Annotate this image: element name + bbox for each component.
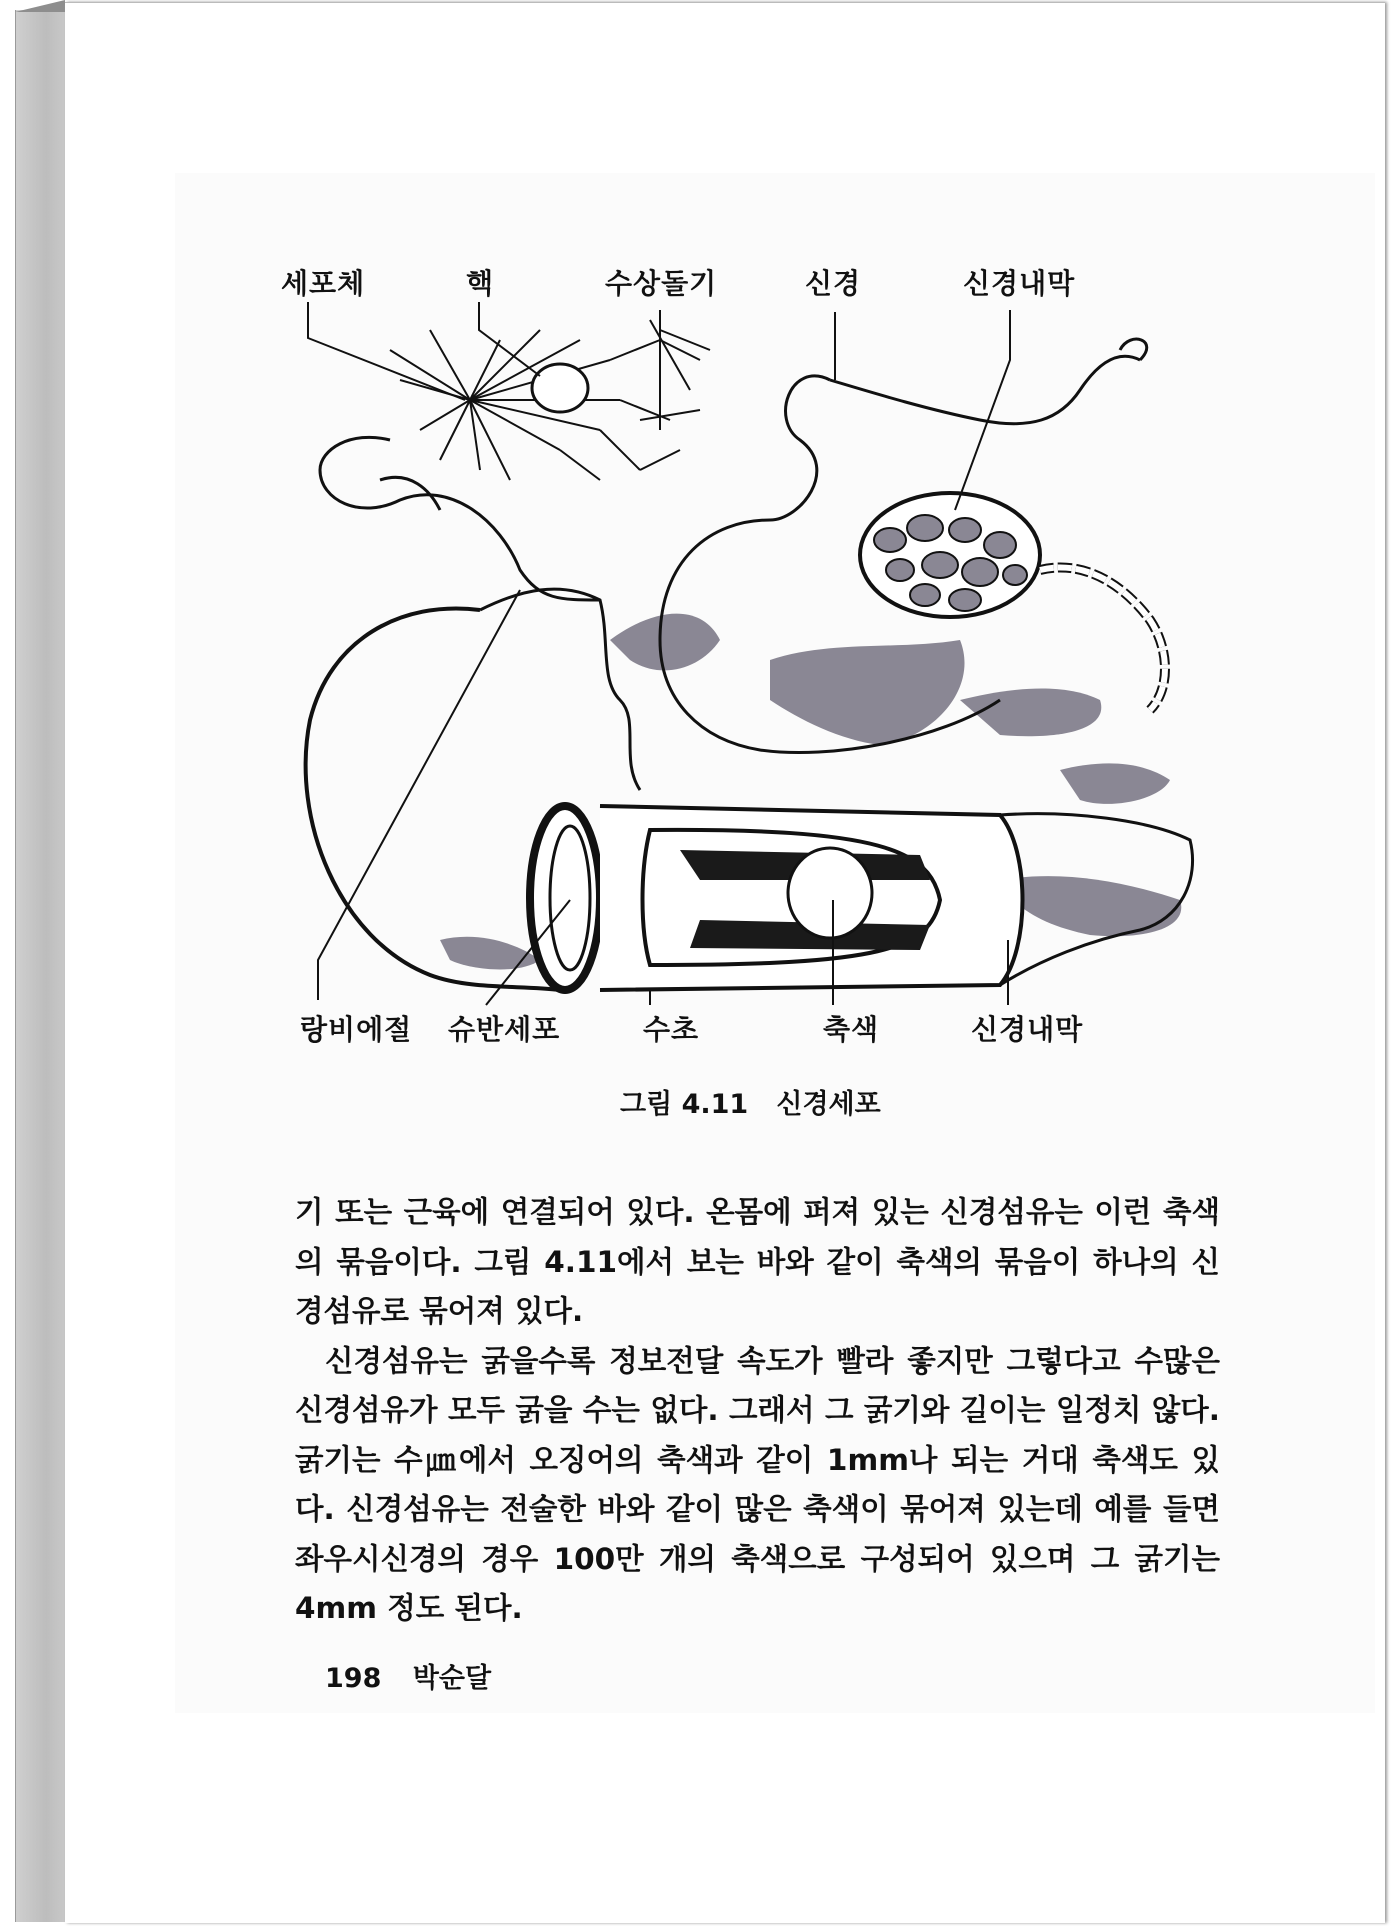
book-spine bbox=[15, 10, 66, 1922]
nerve-tail bbox=[830, 356, 1140, 424]
label-node-of-ranvier: 랑비에절 bbox=[300, 1013, 413, 1046]
label-myelin: 수초 bbox=[643, 1013, 700, 1046]
page-number: 198 bbox=[325, 1663, 382, 1694]
single-fiber bbox=[1040, 567, 1165, 710]
muscle-outline bbox=[306, 608, 560, 990]
label-endoneurium-top: 신경내막 bbox=[963, 267, 1076, 300]
page-footer bbox=[325, 1656, 513, 1695]
label-endoneurium-bottom: 신경내막 bbox=[971, 1013, 1084, 1046]
label-schwann-cell: 슈반세포 bbox=[448, 1013, 561, 1046]
axon-core bbox=[788, 848, 872, 938]
label-dendrite: 수상돌기 bbox=[605, 267, 718, 300]
nerve-cell-illustration bbox=[65, 0, 1385, 1120]
label-cell-body: 세포체 bbox=[281, 267, 366, 300]
nerve-cell-figure bbox=[65, 0, 1385, 1120]
label-axon: 축색 bbox=[823, 1013, 880, 1046]
label-nucleus: 핵 bbox=[466, 267, 495, 300]
label-nerve: 신경 bbox=[805, 267, 862, 300]
axon-terminal bbox=[320, 437, 600, 600]
figure-caption: 그림 4.11 신경세포 bbox=[620, 1089, 881, 1120]
body-text bbox=[295, 1188, 1220, 1634]
author-name: 박순달 bbox=[412, 1663, 492, 1694]
paragraph-2: 신경섬유는 굵을수록 정보전달 속도가 빨라 좋지만 그렇다고 수많은 신경섬유가 모두 굵을 수는 없다. 그래서 그 굵기와 길이는 일정치 않다. 굵기는 수㎛에서 오징어의 축색과 같이 1mm나 되는 거대 축색도 있다. 신경섬유는 전술한 바와 같이 많은 축색이 묶어져 있는데 예를 들면 좌우시신경의 경우 100만 개의 축색으로 구성되어 있으며 그 굵기는 4mm 정도 된다. bbox=[295, 1343, 1220, 1625]
paragraph-1: 기 또는 근육에 연결되어 있다. 온몸에 퍼져 있는 신경섬유는 이런 축색의 묶음이다. 그림 4.11에서 보는 바와 같이 축색의 묶음이 하나의 신경섬유로 묶어져 있다. bbox=[295, 1195, 1220, 1328]
nucleus bbox=[532, 364, 588, 412]
